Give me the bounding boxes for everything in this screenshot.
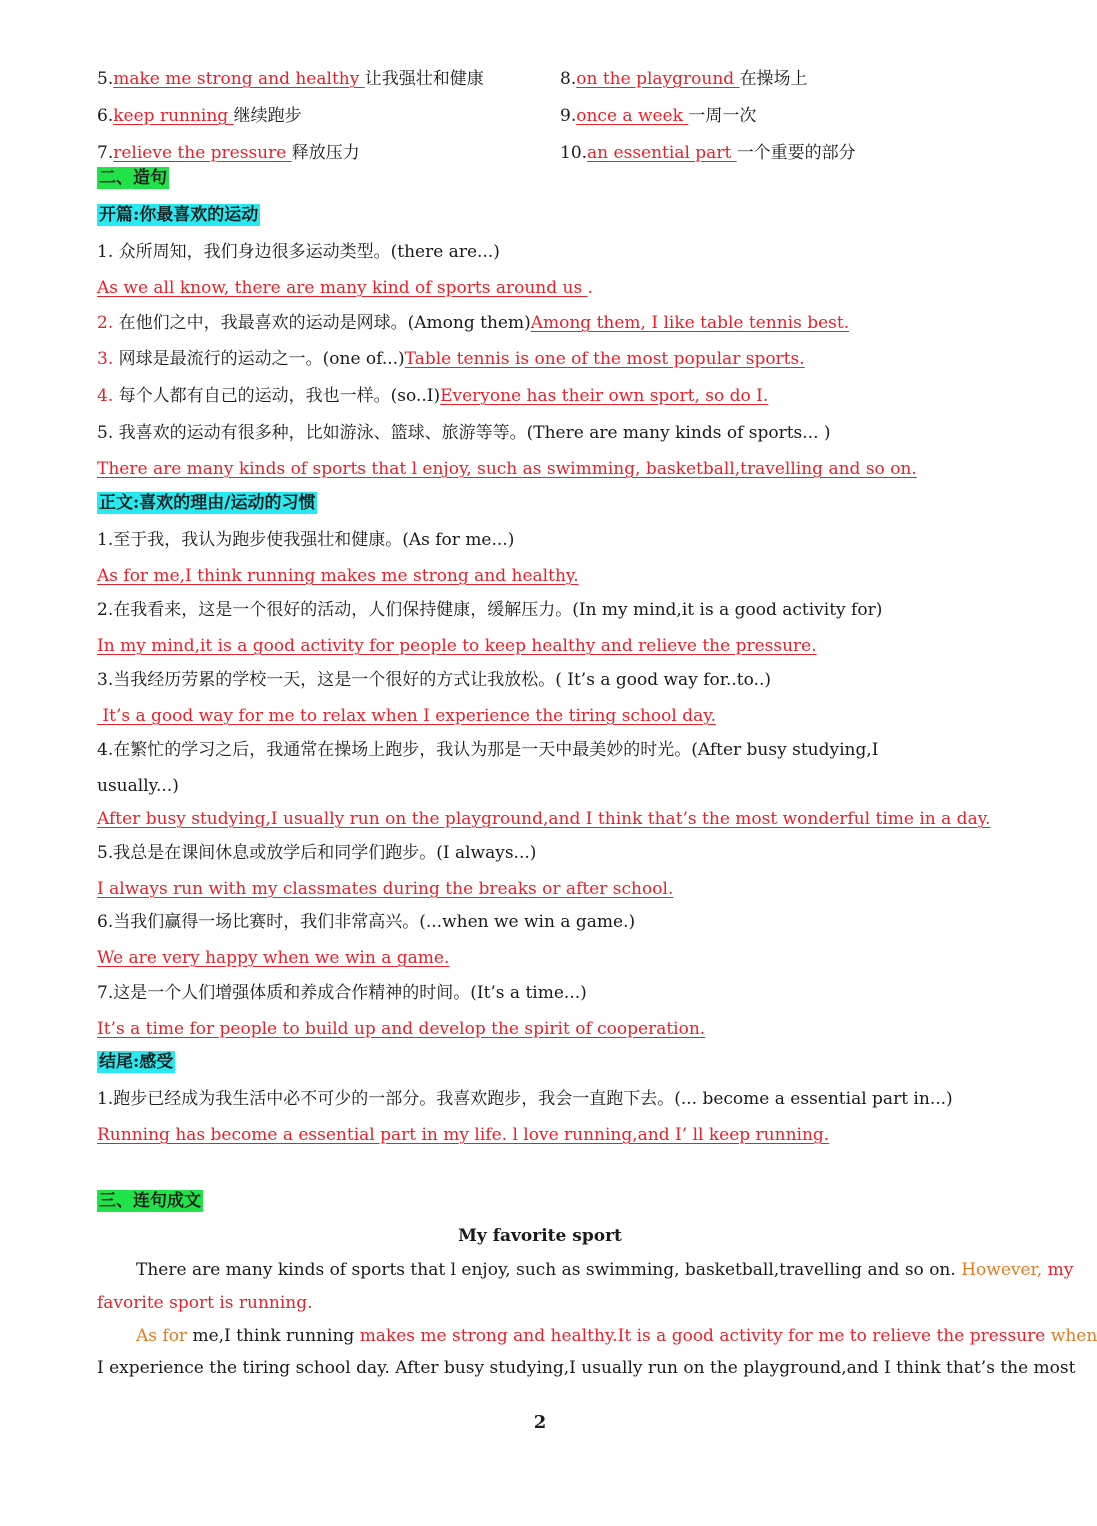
- body-q2: 2.在我看来，这是一个很好的活动，人们保持健康，缓解压力。(In my mind,it is a good activity for): [97, 600, 883, 620]
- body-q4a: 4.在繁忙的学习之后，我通常在操场上跑步，我认为那是一天中最美妙的时光。(After busy studying,I: [97, 740, 879, 760]
- ending-q1: 1.跑步已经成为我生活中必不可少的一部分。我喜欢跑步，我会一直跑下去。(... become a essential part in...): [97, 1089, 953, 1109]
- essay-title: My favorite sport: [458, 1226, 622, 1246]
- body-a2: In my mind,it is a good activity for people to keep healthy and relieve the pressure.: [97, 636, 817, 656]
- opening-title: 开篇:你最喜欢的运动: [99, 205, 259, 225]
- essay-p1-line2: favorite sport is running.: [97, 1293, 313, 1313]
- opening-q4: 4. 每个人都有自己的运动，我也一样。(so..I)Everyone has their own sport, so do I.: [97, 386, 769, 406]
- body-q5: 5.我总是在课间休息或放学后和同学们跑步。(I always...): [97, 843, 537, 863]
- phrase-9: 9.once a week 一周一次: [560, 106, 757, 126]
- ending-a1: Running has become a essential part in my life. l love running,and I’ ll keep running.: [97, 1125, 830, 1145]
- phrase-8: 8.on the playground 在操场上: [560, 69, 808, 89]
- body-a5: I always run with my classmates during the breaks or after school.: [97, 879, 674, 899]
- opening-a1: As we all know, there are many kind of sports around us .: [97, 278, 594, 298]
- body-q7: 7.这是一个人们增强体质和养成合作精神的时间。(It’s a time...): [97, 983, 587, 1003]
- phrase-5: 5.make me strong and healthy 让我强壮和健康: [97, 69, 484, 89]
- body-q3: 3.当我经历劳累的学校一天，这是一个很好的方式让我放松。( It’s a good way for..to..): [97, 670, 772, 690]
- body-a3: It’s a good way for me to relax when I experience the tiring school day.: [97, 706, 716, 726]
- page-number: 2: [533, 1412, 547, 1433]
- essay-p2-line1: As for me,I think running makes me strong and healthy.It is a good activity for me to relieve the pressure when: [136, 1326, 1097, 1346]
- opening-q5: 5. 我喜欢的运动有很多种，比如游泳、篮球、旅游等等。(There are many kinds of sports... ): [97, 423, 831, 443]
- essay-p2-line2: I experience the tiring school day. After busy studying,I usually run on the playground,and I think that’s the most: [97, 1358, 1076, 1378]
- body-a1: As for me,I think running makes me strong and healthy.: [97, 566, 579, 586]
- phrase-7: 7.relieve the pressure 释放压力: [97, 143, 360, 163]
- essay-p1-line1: There are many kinds of sports that l enjoy, such as swimming, basketball,travelling and so on. However, my: [136, 1260, 1074, 1280]
- opening-q3: 3. 网球是最流行的运动之一。(one of...)Table tennis is one of the most popular sports.: [97, 349, 805, 369]
- body-q4b: usually...): [97, 776, 179, 796]
- phrase-6: 6.keep running 继续跑步: [97, 106, 302, 126]
- opening-q1: 1. 众所周知，我们身边很多运动类型。(there are...): [97, 242, 500, 262]
- section2-title: 二、造句: [99, 168, 167, 188]
- body-a4: After busy studying,I usually run on the playground,and I think that’s the most wonderful time in a day.: [97, 809, 991, 829]
- body-a6: We are very happy when we win a game.: [97, 948, 450, 968]
- phrase-10: 10.an essential part 一个重要的部分: [560, 143, 856, 163]
- opening-a5: There are many kinds of sports that l enjoy, such as swimming, basketball,travelling and so on.: [97, 459, 917, 479]
- body-title: 正文:喜欢的理由/运动的习惯: [99, 493, 316, 513]
- opening-q2: 2. 在他们之中，我最喜欢的运动是网球。(Among them)Among them, I like table tennis best.: [97, 313, 850, 333]
- body-a7: It’s a time for people to build up and develop the spirit of cooperation.: [97, 1019, 706, 1039]
- section3-title: 三、连句成文: [99, 1191, 201, 1211]
- body-q1: 1.至于我，我认为跑步使我强壮和健康。(As for me...): [97, 530, 515, 550]
- ending-title: 结尾:感受: [99, 1052, 174, 1072]
- body-q6: 6.当我们赢得一场比赛时，我们非常高兴。(...when we win a game.): [97, 912, 636, 932]
